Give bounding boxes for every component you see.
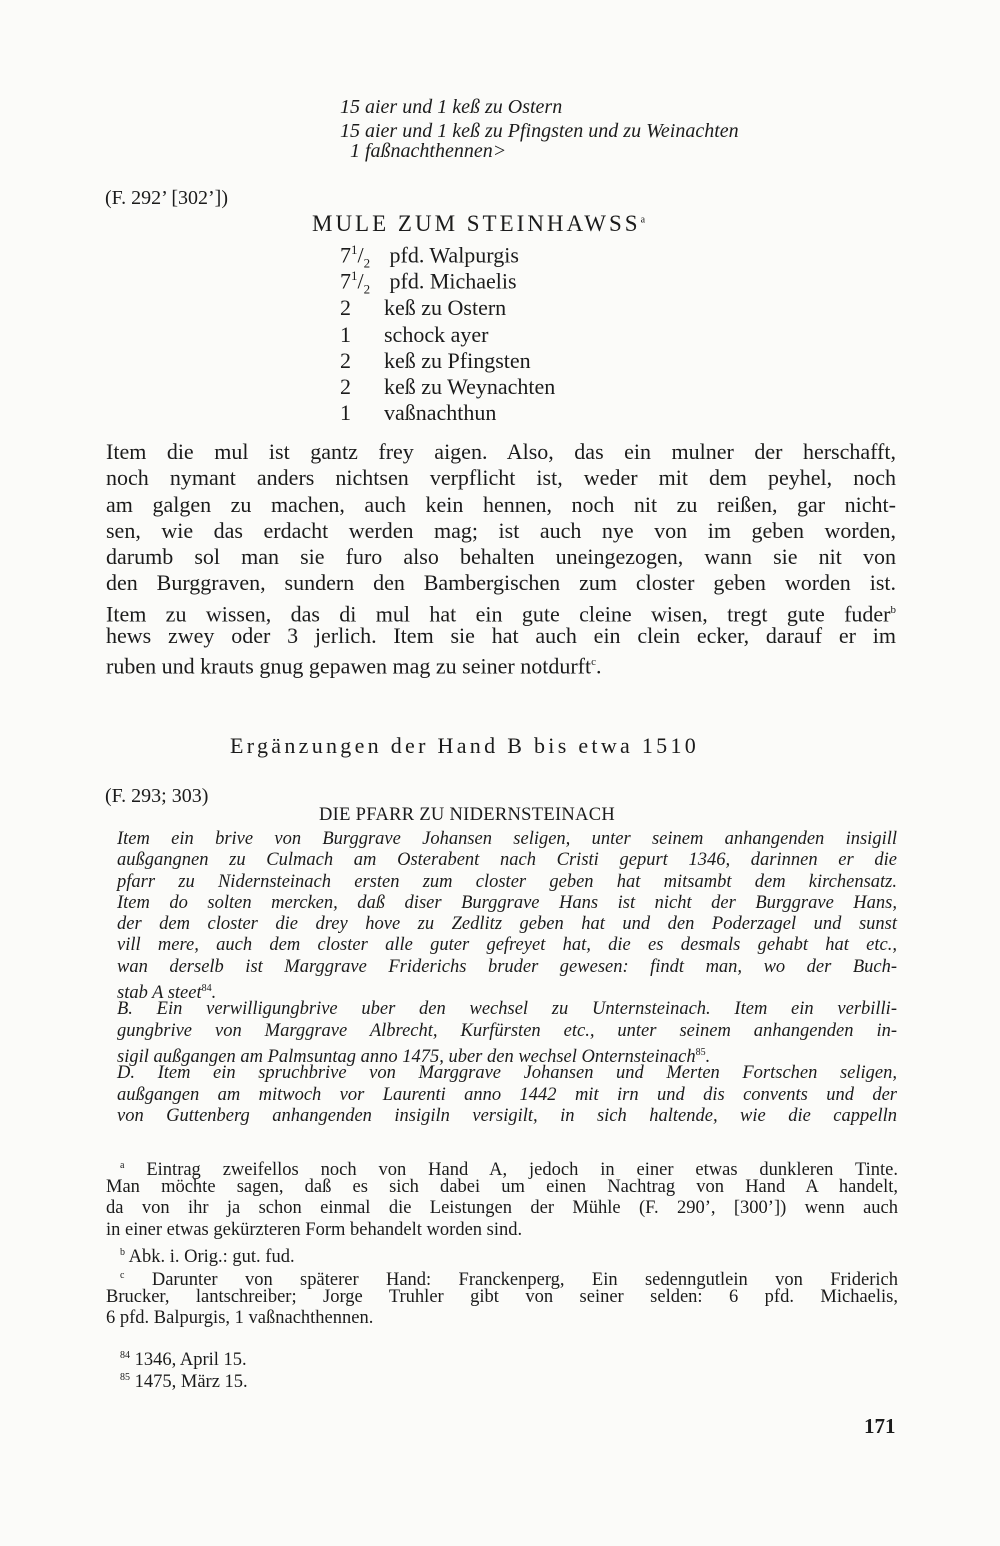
footnote-a-mark: a	[120, 1160, 125, 1171]
footnote-a	[106, 1155, 898, 1242]
footnote-line: Brucker, lantschreiber; Jorge Truhler gibt von seiner selden: 6 pfd. Michaelis,	[106, 1286, 898, 1307]
rent-row-4	[340, 322, 488, 348]
footnote-text: Eintrag zweifellos noch von Hand A, jedoch in einer etwas dunkleren Tinte.	[146, 1160, 898, 1181]
pfarr-line: pfarr zu Nidernsteinach ersten zum closter geben hat mitsambt dem kirchensatz.	[117, 871, 897, 892]
footnote-text: 1346, April 15.	[134, 1350, 247, 1371]
rent-number: 2	[340, 374, 351, 399]
rent-text: pfd. Michaelis	[389, 268, 517, 294]
pfarr-paragraph	[117, 829, 897, 1127]
top-entry-1: 15 aier und 1 keß zu Ostern	[340, 96, 563, 118]
folio-reference-mule: (F. 292’ [302’])	[105, 187, 228, 209]
pfarr-line: sigil außgangen am Palmsuntag anno 1475, uber den wechsel Onternsteinach	[117, 1047, 696, 1068]
footnote-line: da von ihr ja schon einmal die Leistungen der Mühle (F. 290’, [300’]) wenn auch	[106, 1198, 898, 1219]
footnote-c	[106, 1265, 898, 1330]
rent-text: pfd. Walpurgis	[389, 242, 519, 268]
footnote-line: in einer etwas gekürzteren Form behandelt worden sind.	[106, 1220, 523, 1241]
paragraph-line-with-mark: ruben und krauts gnug gepawen mag zu seiner notdurft$^c$.	[106, 653, 602, 679]
rent-number: 1	[340, 400, 351, 425]
pfarr-heading: DIE PFARR ZU NIDERNSTEINACH	[319, 805, 616, 825]
fraction-denominator: 2	[363, 255, 371, 271]
footnote-mark-b: b	[890, 603, 896, 616]
footnote-text: Darunter von späterer Hand: Franckenperg, Ein sedenngutlein von Friderich	[151, 1270, 899, 1291]
rent-text: keß zu Weynachten	[384, 374, 556, 399]
page-number: 171	[864, 1414, 896, 1438]
footnote-b	[106, 1242, 898, 1268]
pfarr-line: wan derselb ist Marggrave Friderichs bruder gewesen: findt man, wo der Buch-	[117, 956, 897, 977]
paragraph-line: noch nymant anders nichtsen verpflicht ist, weder mit dem peyhel, noch	[106, 465, 896, 491]
rent-row-7	[340, 400, 496, 426]
pfarr-line: außgangen am mitwoch vor Laurenti anno 1442 mit irn und dis convents und der	[117, 1084, 897, 1105]
top-entry-3: 1 faßnachthennen>	[350, 140, 507, 162]
rent-number: 2	[340, 348, 351, 373]
footnote-text: 1475, März 15.	[134, 1372, 248, 1393]
pfarr-line-with-ref: stab A steet$^{84}$.	[117, 983, 217, 1004]
rent-row-2: $7^1/_2$ pfd. Michaelis	[340, 268, 517, 297]
rent-text: schock ayer	[384, 322, 489, 347]
footnote-85	[106, 1367, 898, 1393]
footnote-line	[106, 1367, 898, 1393]
pfarr-line: B. Ein verwilligungbrive uber den wechsel zu Unternsteinach. Item ein verbilli-	[117, 999, 897, 1020]
fraction-denominator: 2	[363, 281, 371, 297]
pfarr-line: D. Item ein spruchbrive von Marggrave Johansen und Merten Fortschen seligen,	[117, 1063, 897, 1084]
footnote-line	[106, 1265, 899, 1291]
footnote-mark-a: a	[640, 214, 646, 226]
paragraph-line: Item zu wissen, das di mul hat ein gute cleine wisen, tregt gute fuder	[106, 601, 891, 627]
rent-number: 1	[340, 322, 351, 347]
rent-row-5	[340, 348, 531, 374]
paragraph-line: sen, wie das erdacht werden mag; ist auch nye von im geben worden,	[106, 517, 896, 543]
reference-mark-84: 84	[201, 983, 212, 995]
rent-row-3	[340, 295, 506, 321]
paragraph-line: den Burggraven, sundern den Bambergischen zum closter geben worden ist.	[106, 570, 896, 596]
mule-heading	[312, 211, 645, 237]
reference-mark-85: 85	[695, 1046, 706, 1058]
rent-number: 2	[340, 295, 351, 320]
footnote-84-mark: 84	[120, 1350, 130, 1361]
mule-paragraph	[106, 439, 896, 679]
footnote-c-mark: c	[120, 1270, 125, 1281]
pfarr-line: der dem closter die drey hove zu Zedlitz geben hat und den Poderzagel und sunst	[117, 914, 897, 935]
rent-row-6	[340, 374, 555, 400]
pfarr-line: Item ein brive von Burggrave Johansen seligen, unter seinem anhangenden insigill	[117, 829, 897, 849]
footnote-line: Man möchte sagen, daß es sich dabei um einen Nachtrag von Hand A handelt,	[106, 1176, 898, 1197]
paragraph-line: hews zwey oder 3 jerlich. Item sie hat auch ein clein ecker, darauf er im	[106, 623, 896, 649]
pfarr-line: außgangnen zu Culmach am Osterabent nach Cristi gepurt 1346, darinnen er die	[117, 850, 897, 871]
mule-heading-text: MULE ZUM STEINHAWSS	[312, 211, 641, 236]
footnote-text: Abk. i. Orig.: gut. fud.	[128, 1247, 295, 1268]
section-heading: Ergänzungen der Hand B bis etwa 1510	[230, 733, 700, 758]
pfarr-line: stab A steet	[117, 983, 202, 1004]
pfarr-line-with-ref: sigil außgangen am Palmsuntag anno 1475, uber den wechsel Onternsteinach$^{85}$.	[117, 1046, 711, 1068]
folio-reference-pfarr: (F. 293; 303)	[105, 785, 209, 807]
top-entry-2: 15 aier und 1 keß zu Pfingsten und zu Weinachten	[340, 120, 739, 142]
rent-text: vaßnachthun	[384, 400, 497, 425]
footnote-line	[106, 1242, 898, 1268]
pfarr-line: Item do solten mercken, daß diser Burggrave Hans ist nicht der Burggrave Hans,	[117, 892, 897, 913]
footnote-line: 6 pfd. Balpurgis, 1 vaßnachthennen.	[106, 1308, 374, 1329]
pfarr-line: vill mere, auch dem closter alle guter gefreyet hat, die es desmals gehabt hat etc.,	[117, 935, 897, 956]
footnote-b-mark: b	[120, 1247, 125, 1258]
rent-number: 7	[340, 268, 351, 294]
footnote-line	[106, 1345, 898, 1371]
paragraph-line: ruben und krauts gnug gepawen mag zu seiner notdurft	[106, 653, 592, 679]
rent-row-1: $7^1/_2$ pfd. Walpurgis	[340, 242, 519, 271]
rent-text: keß zu Pfingsten	[384, 348, 531, 373]
footnote-mark-c: c	[591, 656, 596, 669]
paragraph-line-with-mark	[106, 597, 896, 627]
rent-text: keß zu Ostern	[384, 295, 507, 320]
fraction-numerator: 1	[351, 268, 358, 283]
paragraph-line: Item die mul ist gantz frey aigen. Also, das ein mulner der herschafft,	[106, 439, 896, 464]
paragraph-line: am galgen zu machen, auch kein hennen, noch nit zu reißen, gar nicht-	[106, 491, 896, 517]
paragraph-line: darumb sol man sie furo also behalten uneingezogen, wann sie nit von	[106, 544, 896, 570]
footnote-84	[106, 1345, 898, 1371]
footnote-85-mark: 85	[120, 1372, 130, 1383]
fraction-numerator: 1	[351, 242, 358, 257]
footnote-line	[106, 1155, 898, 1181]
pfarr-line: gungbrive von Marggrave Albrecht, Kurfürsten etc., unter seinem anhangenden in-	[117, 1020, 897, 1041]
pfarr-line: von Guttenberg anhangenden insigiln versigilt, in sich haltende, wie die cappelln	[117, 1105, 897, 1126]
rent-number: 7	[340, 242, 351, 268]
